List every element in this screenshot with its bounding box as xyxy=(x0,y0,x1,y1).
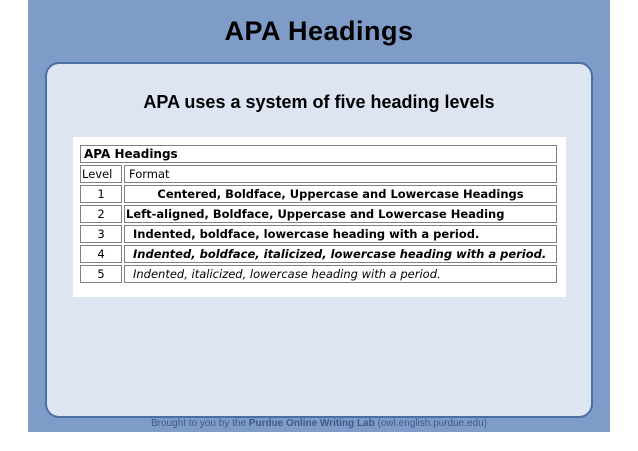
footer-credit xyxy=(0,418,638,429)
column-header-format: Format xyxy=(124,165,557,183)
apa-headings-table xyxy=(78,143,559,285)
format-cell: Indented, boldface, lowercase heading with a period. xyxy=(124,225,557,243)
column-header-level: Level xyxy=(80,165,122,183)
format-cell: Centered, Boldface, Uppercase and Lowercase Headings xyxy=(124,185,557,203)
table-row xyxy=(80,265,557,283)
footer-prefix: Brought to you by the xyxy=(150,418,249,429)
slide-title: APA Headings xyxy=(224,16,414,46)
level-cell: 5 xyxy=(80,265,122,283)
table-row xyxy=(80,185,557,203)
table-row xyxy=(80,245,557,263)
table-header-row xyxy=(80,165,557,183)
table-caption: APA Headings xyxy=(80,145,557,163)
table-row xyxy=(80,205,557,223)
level-cell: 2 xyxy=(80,205,122,223)
slide-background xyxy=(28,0,610,432)
footer-url: (owl.english.purdue.edu) xyxy=(374,418,488,429)
level-cell: 4 xyxy=(80,245,122,263)
content-panel xyxy=(45,62,593,418)
level-cell: 1 xyxy=(80,185,122,203)
format-cell: Left-aligned, Boldface, Uppercase and Lowercase Heading xyxy=(124,205,557,223)
footer-lab-name: Purdue Online Writing Lab xyxy=(248,418,375,429)
slide-subtitle: APA uses a system of five heading levels xyxy=(143,92,495,112)
format-cell: Indented, italicized, lowercase heading with a period. xyxy=(124,265,557,283)
table-row xyxy=(80,225,557,243)
table-caption-row xyxy=(80,145,557,163)
heading-table-image xyxy=(73,137,566,297)
level-cell: 3 xyxy=(80,225,122,243)
format-cell: Indented, boldface, italicized, lowercase heading with a period. xyxy=(124,245,557,263)
